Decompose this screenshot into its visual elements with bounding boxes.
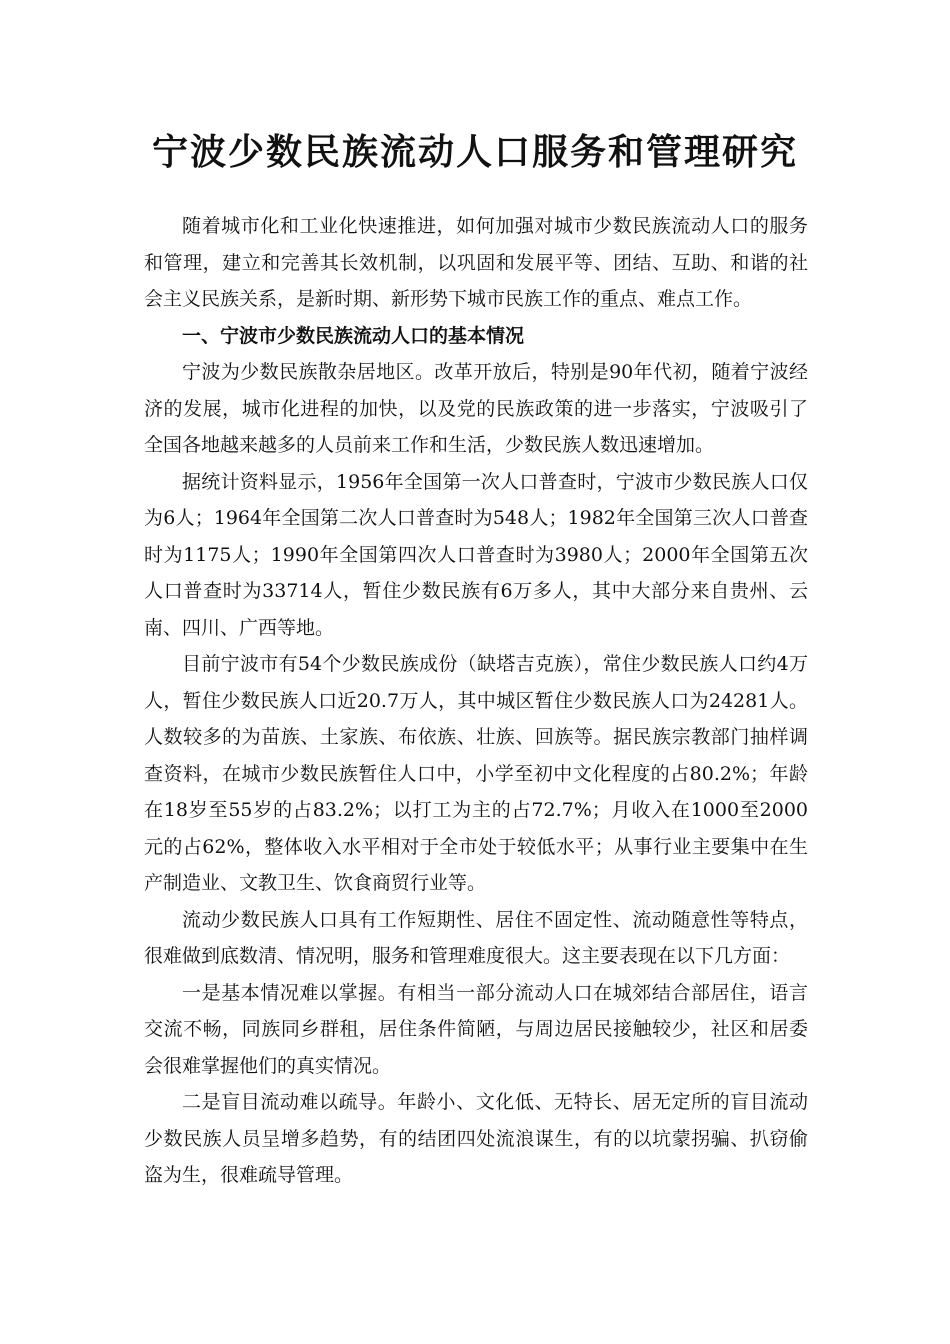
- paragraph-census-stats: 据统计资料显示，1956年全国第一次人口普查时，宁波市少数民族人口仅为6人；1964年全国第二次人口普查时为548人；1982年全国第三次人口普查时为1175人；1990年全国第四次人口普查时为3980人；2000年全国第五次人口普查时为33714人，暂住少数民族有6万多人，其中大部分来自贵州、云南、四川、广西等地。: [144, 470, 808, 639]
- paragraph-current-status: 目前宁波市有54个少数民族成份（缺塔吉克族），常住少数民族人口约4万人，暂住少数民族人口近20.7万人，其中城区暂住少数民族人口为24281人。人数较多的为苗族、土家族、布依族、壮族、回族等。据民族宗教部门抽样调查资料，在城市少数民族暂住人口中，小学至初中文化程度的占80.2%；年龄在18岁至55岁的占83.2%；以打工为主的占72.7%；月收入在1000至2000元的占62%，整体收入水平相对于全市处于较低水平；从事行业主要集中在生产制造业、文教卫生、饮食商贸行业等。: [144, 653, 808, 894]
- paragraph-characteristics: 流动少数民族人口具有工作短期性、居住不固定性、流动随意性等特点，很难做到底数清、情况明，服务和管理难度很大。这主要表现在以下几方面：: [144, 908, 808, 967]
- paragraph-background: 宁波为少数民族散杂居地区。改革开放后，特别是90年代初，随着宁波经济的发展，城市化进程的加快，以及党的民族政策的进一步落实，宁波吸引了全国各地越来越多的人员前来工作和生活，少数民族人数迅速增加。: [144, 361, 808, 456]
- section-heading-1: 一、宁波市少数民族流动人口的基本情况: [182, 324, 525, 347]
- intro-paragraph: 随着城市化和工业化快速推进，如何加强对城市少数民族流动人口的服务和管理，建立和完善其长效机制，以巩固和发展平等、团结、互助、和谐的社会主义民族关系，是新时期、新形势下城市民族工作的重点、难点工作。: [144, 215, 808, 310]
- document-body: [144, 208, 808, 1194]
- paragraph-point-two: 二是盲目流动难以疏导。年龄小、文化低、无特长、居无定所的盲目流动少数民族人员呈增多趋势，有的结团四处流浪谋生，有的以坑蒙拐骗、扒窃偷盗为生，很难疏导管理。: [144, 1091, 808, 1186]
- paragraph-point-one: 一是基本情况难以掌握。有相当一部分流动人口在城郊结合部居住，语言交流不畅，同族同乡群租，居住条件简陋，与周边居民接触较少，社区和居委会很难掌握他们的真实情况。: [144, 981, 808, 1077]
- document-title: 宁波少数民族流动人口服务和管理研究: [151, 131, 798, 173]
